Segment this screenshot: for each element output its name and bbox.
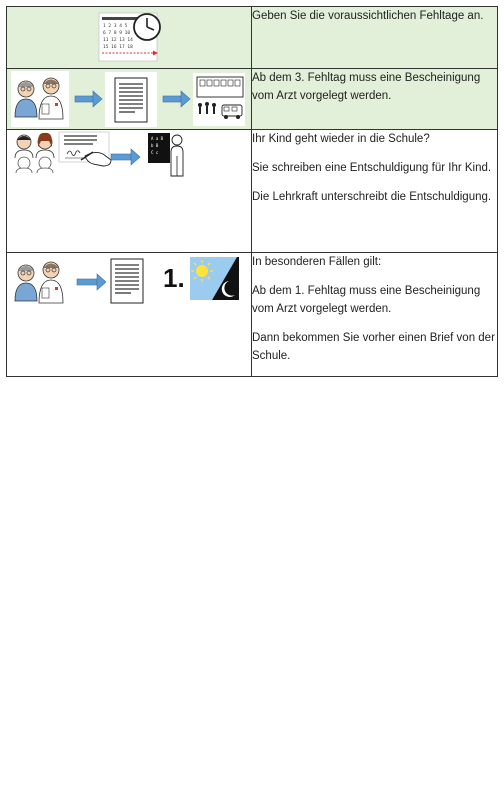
patient-icon	[15, 265, 37, 301]
pictogram-cell	[7, 69, 252, 130]
svg-text:A a B: A a B	[151, 136, 164, 141]
instruction-text: Dann bekommen Sie vorher einen Brief von der Schule.	[252, 332, 495, 362]
instruction-text: Geben Sie die voraussichtlichen Fehltage an.	[252, 10, 484, 22]
pictogram-cell	[7, 253, 252, 377]
svg-text:b B: b B	[151, 143, 159, 148]
clock-icon	[134, 14, 160, 40]
svg-text:1 2 3 4 5: 1 2 3 4 5	[103, 24, 128, 29]
table-row	[7, 253, 498, 377]
signing-hand-icon	[59, 132, 111, 166]
arrow-right-icon	[75, 91, 102, 107]
doctor-icon	[39, 262, 63, 303]
svg-text:11 12 13 14: 11 12 13 14	[103, 38, 133, 43]
instruction-text: Die Lehrkraft unterschreibt die Entschuldigung.	[252, 191, 492, 203]
absence-info-table	[6, 6, 498, 377]
teacher-blackboard-icon	[147, 132, 197, 177]
instruction-text: Ab dem 3. Fehltag muss eine Bescheinigung vom Arzt vorgelegt werden.	[252, 72, 481, 102]
instruction-text: Sie schreiben eine Entschuldigung für Ihr Kind.	[252, 162, 492, 174]
text-cell	[252, 130, 498, 253]
svg-text:C c: C c	[151, 150, 159, 155]
school-bus-icon	[193, 73, 245, 126]
pictogram-cell	[7, 130, 252, 253]
day-number: 1.	[163, 263, 185, 293]
day-night-icon	[190, 257, 239, 300]
instruction-text: In besonderen Fällen gilt:	[252, 256, 382, 268]
text-cell	[252, 69, 498, 130]
instruction-text: Ihr Kind geht wieder in die Schule?	[252, 133, 430, 145]
table-row	[7, 130, 498, 253]
text-cell	[252, 7, 498, 69]
family-icon	[15, 133, 54, 173]
svg-text:15 16 17 18: 15 16 17 18	[103, 45, 133, 50]
arrow-right-icon	[163, 91, 190, 107]
instruction-text: Ab dem 1. Fehltag muss eine Bescheinigung vom Arzt vorgelegt werden.	[252, 285, 481, 315]
document-icon	[105, 72, 157, 127]
arrow-right-icon	[111, 149, 140, 165]
table-row	[7, 69, 498, 130]
svg-text:6 7 8 9 10: 6 7 8 9 10	[103, 31, 131, 36]
arrow-right-icon	[77, 274, 106, 290]
pictogram-cell	[7, 7, 252, 69]
document-icon	[111, 259, 143, 303]
table-row	[7, 7, 498, 69]
text-cell	[252, 253, 498, 377]
